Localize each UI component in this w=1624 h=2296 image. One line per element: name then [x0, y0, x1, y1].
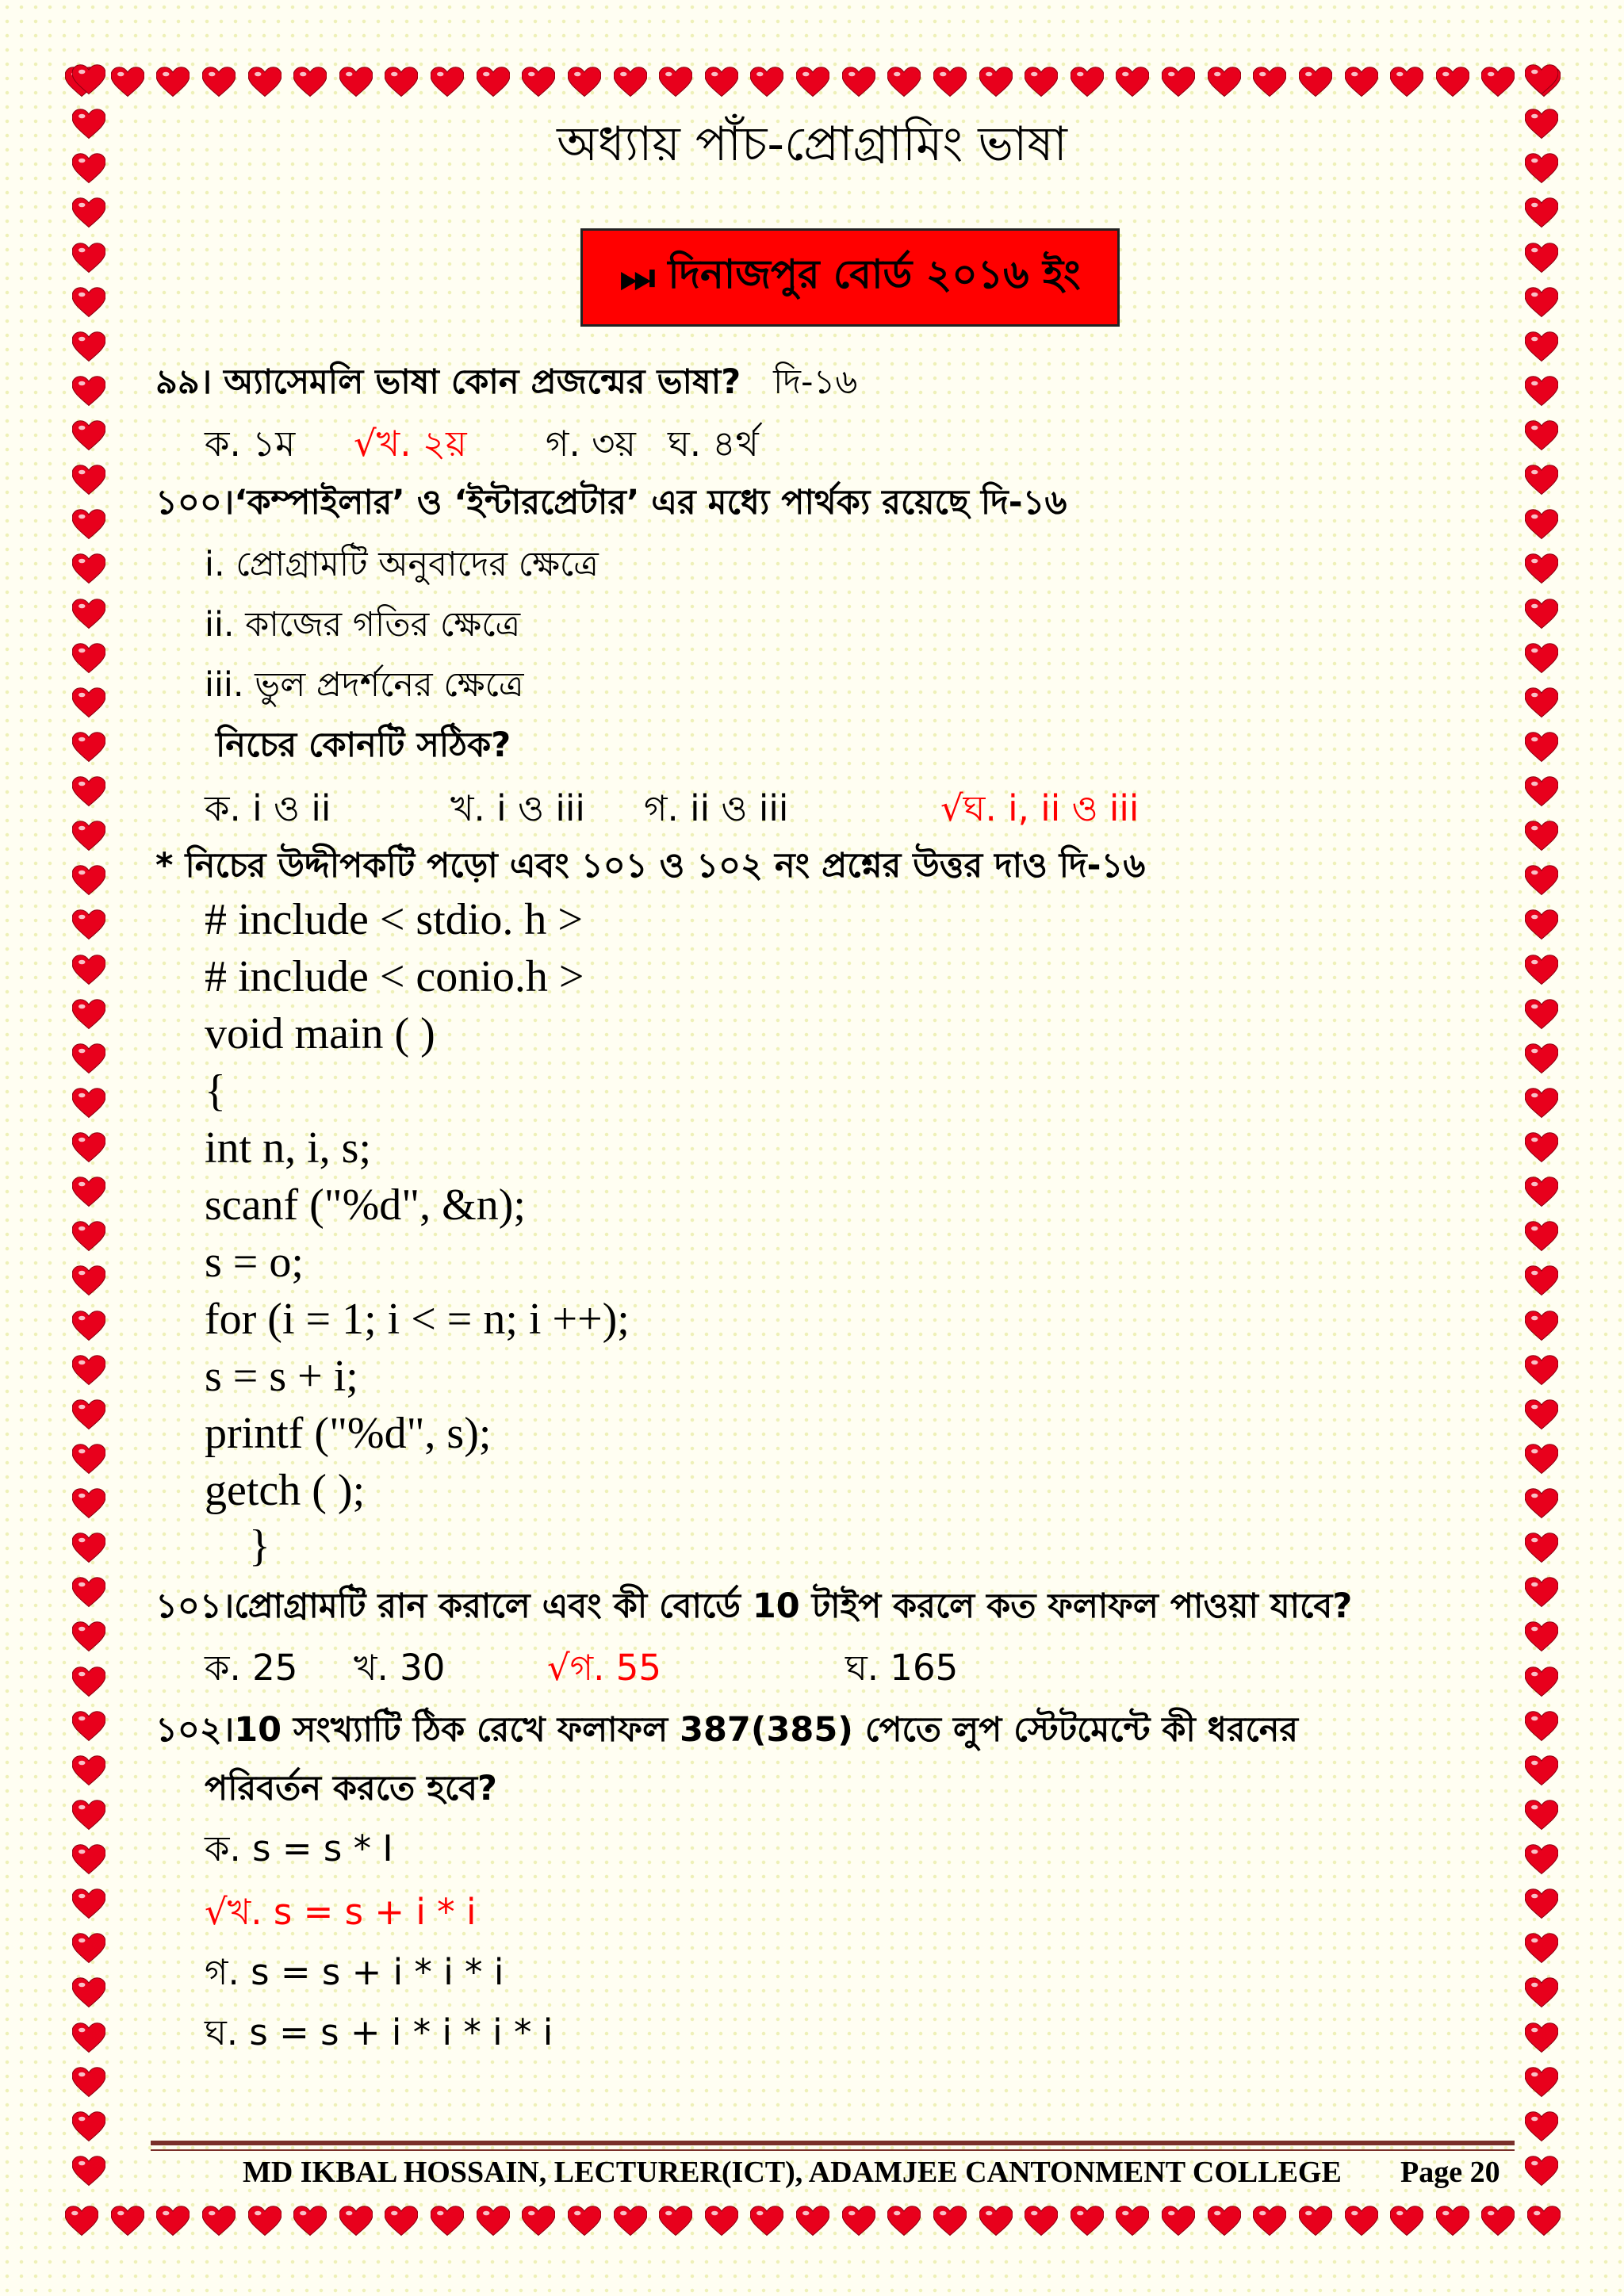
heart-icon [1162, 2205, 1195, 2238]
heart-icon [1525, 331, 1558, 364]
code-line-4: { [205, 1066, 226, 1115]
heart-icon [887, 66, 921, 99]
heart-icon [72, 1576, 105, 1609]
heart-icon [1525, 1087, 1558, 1120]
heart-icon [202, 2205, 236, 2238]
heart-border-right [1519, 63, 1564, 2188]
heart-icon [1525, 2110, 1558, 2144]
heart-icon [1390, 66, 1423, 99]
heart-icon [72, 2155, 105, 2188]
heart-icon [1525, 598, 1558, 631]
heart-icon [72, 820, 105, 853]
heart-icon [72, 909, 105, 942]
heart-icon [979, 2205, 1013, 2238]
question-99-text: ৯৯। অ্যাসেমলি ভাষা কোন প্রজন্মের ভাষা? [155, 362, 741, 402]
heart-icon [750, 2205, 783, 2238]
heart-icon [72, 998, 105, 1031]
heart-icon [705, 66, 738, 99]
heart-icon [1525, 820, 1558, 853]
heart-icon [72, 1399, 105, 1432]
code-line-8: for (i = 1; i < = n; i ++); [205, 1295, 630, 1344]
question-101-text: ১০১।প্রোগ্রামটি রান করালে এবং কী বোর্ডে 10 টাইপ করলে কত ফলাফল পাওয়া যাবে? [155, 1586, 1353, 1626]
heart-icon [72, 2022, 105, 2055]
heart-icon [72, 1888, 105, 1921]
heart-icon [842, 2205, 875, 2238]
heart-icon [1525, 63, 1558, 97]
heart-icon [111, 66, 144, 99]
q100-statement-i: i. প্রোগ্রামটি অনুবাদের ক্ষেত্রে [205, 545, 599, 584]
heart-icon [1299, 66, 1332, 99]
heart-icon [1525, 1131, 1558, 1165]
heart-icon [1525, 2066, 1558, 2099]
heart-icon [72, 1131, 105, 1165]
heart-icon [887, 2205, 921, 2238]
heart-icon [72, 1487, 105, 1521]
heart-icon [72, 1087, 105, 1120]
heart-icon [1525, 1621, 1558, 1654]
heart-icon [1525, 642, 1558, 675]
heart-icon [1525, 242, 1558, 275]
heart-icon [1345, 2205, 1378, 2238]
heart-icon [385, 2205, 418, 2238]
heart-icon [1525, 1443, 1558, 1476]
heart-icon [72, 687, 105, 720]
heart-icon [72, 1755, 105, 1788]
heart-icon [1208, 66, 1241, 99]
heart-icon [339, 2205, 373, 2238]
code-line-2: # include < conio.h > [205, 952, 584, 1001]
heart-icon [1525, 1532, 1558, 1565]
heart-icon [72, 553, 105, 586]
heart-icon [1525, 1354, 1558, 1387]
heart-icon [933, 66, 967, 99]
heart-icon [72, 1265, 105, 1298]
heart-icon [1525, 1976, 1558, 2010]
heart-icon [72, 375, 105, 408]
q99-option-kha-correct: √খ. ২য় [354, 423, 467, 465]
heart-icon [248, 66, 282, 99]
q100-prompt: নিচের কোনটি সঠিক? [216, 725, 511, 765]
heart-icon [1525, 731, 1558, 764]
q101-option-gha: ঘ. 165 [845, 1647, 959, 1689]
heart-icon [1071, 2205, 1104, 2238]
heart-border-bottom [65, 2199, 1561, 2244]
footer-rule-thick [151, 2141, 1515, 2145]
heart-icon [72, 1843, 105, 1877]
heart-icon [1525, 1843, 1558, 1877]
heart-icon [111, 2205, 144, 2238]
heart-icon [659, 2205, 692, 2238]
board-banner [580, 228, 1120, 327]
question-99-tag: দি-১৬ [773, 362, 858, 402]
question-99 [155, 357, 857, 413]
heart-icon [796, 2205, 829, 2238]
heart-icon [72, 1310, 105, 1343]
heart-icon [1525, 1176, 1558, 1209]
heart-icon [431, 66, 464, 99]
heart-icon [1481, 66, 1515, 99]
code-line-7: s = o; [205, 1238, 304, 1287]
q100-statement-ii: ii. কাজের গতির ক্ষেত্রে [205, 605, 521, 645]
heart-icon [1116, 2205, 1149, 2238]
heart-icon [72, 286, 105, 320]
stimulus-instruction: * নিচের উদ্দীপকটি পড়ো এবং ১০১ ও ১০২ নং প্রশ্নের উত্তর দাও দি-১৬ [155, 846, 1146, 886]
heart-icon [1525, 464, 1558, 497]
heart-icon [1525, 553, 1558, 586]
heart-icon [72, 464, 105, 497]
heart-icon [1525, 1755, 1558, 1788]
heart-icon [72, 197, 105, 230]
heart-icon [842, 66, 875, 99]
heart-icon [1299, 2205, 1332, 2238]
heart-icon [72, 775, 105, 809]
heart-icon [477, 2205, 510, 2238]
question-100-text: ১০০।‘কম্পাইলার’ ও ‘ইন্টারপ্রেটার’ এর মধ্যে পার্থক্য রয়েছে দি-১৬ [155, 483, 1067, 522]
heart-icon [72, 1710, 105, 1743]
heart-icon [72, 1043, 105, 1076]
q99-option-ga: গ. ৩য় [546, 423, 636, 465]
q100-option-gha-correct: √ঘ. i, ii ও iii [940, 787, 1139, 829]
heart-icon [72, 1532, 105, 1565]
heart-icon [1525, 2155, 1558, 2188]
heart-icon [1390, 2205, 1423, 2238]
heart-icon [1436, 66, 1469, 99]
heart-icon [72, 1666, 105, 1699]
heart-icon [659, 66, 692, 99]
q99-option-ka: ক. ১ম [205, 423, 296, 465]
heart-icon [1253, 66, 1286, 99]
heart-icon [72, 864, 105, 897]
heart-icon [1525, 1576, 1558, 1609]
heart-icon [156, 2205, 190, 2238]
heart-icon [1525, 2022, 1558, 2055]
heart-icon [293, 66, 327, 99]
heart-icon [933, 2205, 967, 2238]
footer-rule-thin [151, 2149, 1515, 2151]
heart-icon [1525, 1666, 1558, 1699]
heart-icon [1253, 2205, 1286, 2238]
heart-icon [72, 598, 105, 631]
heart-icon [1525, 286, 1558, 320]
heart-icon [72, 1354, 105, 1387]
code-line-5: int n, i, s; [205, 1123, 372, 1173]
heart-icon [1525, 1888, 1558, 1921]
heart-icon [72, 1976, 105, 2010]
q99-option-gha: ঘ. ৪র্থ [668, 423, 759, 465]
heart-icon [65, 2205, 98, 2238]
heart-icon [431, 2205, 464, 2238]
q101-option-kha: খ. 30 [354, 1647, 446, 1689]
heart-icon [1525, 1265, 1558, 1298]
heart-icon [614, 2205, 647, 2238]
page-number: Page 20 [1400, 2156, 1500, 2189]
heart-icon [1525, 419, 1558, 453]
heart-icon [72, 242, 105, 275]
heart-icon [1525, 687, 1558, 720]
heart-icon [72, 2066, 105, 2099]
heart-icon [202, 66, 236, 99]
heart-icon [522, 2205, 555, 2238]
heart-icon [1345, 66, 1378, 99]
code-line-10: printf ("%d", s); [205, 1409, 492, 1458]
heart-icon [614, 66, 647, 99]
heart-icon [293, 2205, 327, 2238]
question-102-text-line2: পরিবর্তন করতে হবে? [205, 1769, 497, 1808]
heart-border-left [67, 63, 111, 2188]
heart-icon [1025, 66, 1058, 99]
heart-icon [1481, 2205, 1515, 2238]
heart-icon [1525, 909, 1558, 942]
heart-icon [1525, 1310, 1558, 1343]
heart-icon [1525, 508, 1558, 541]
heart-icon [1525, 197, 1558, 230]
heart-icon [72, 419, 105, 453]
heart-border-top [65, 60, 1561, 105]
code-line-1: # include < stdio. h > [205, 895, 583, 944]
heart-icon [705, 2205, 738, 2238]
heart-icon [72, 63, 105, 97]
heart-icon [1525, 1799, 1558, 1832]
heart-icon [339, 66, 373, 99]
heart-icon [72, 642, 105, 675]
heart-icon [248, 2205, 282, 2238]
heart-icon [1071, 66, 1104, 99]
q102-option-ga: গ. s = s + i * i * i [205, 1951, 504, 1993]
code-line-3: void main ( ) [205, 1009, 435, 1058]
heart-icon [1208, 2205, 1241, 2238]
heart-icon [385, 66, 418, 99]
fast-forward-icon: ⏭ [619, 254, 656, 300]
heart-icon [1116, 66, 1149, 99]
heart-icon [72, 508, 105, 541]
heart-icon [72, 1799, 105, 1832]
q102-option-kha-correct: √খ. s = s + i * i [205, 1891, 477, 1933]
heart-icon [1525, 864, 1558, 897]
heart-icon [1525, 1043, 1558, 1076]
heart-icon [979, 66, 1013, 99]
heart-icon [1025, 2205, 1058, 2238]
heart-icon [72, 954, 105, 987]
heart-icon [1525, 1220, 1558, 1253]
q100-option-ka: ক. i ও ii [205, 787, 331, 829]
q100-option-kha: খ. i ও iii [450, 787, 585, 829]
heart-icon [72, 1176, 105, 1209]
heart-icon [72, 1220, 105, 1253]
heart-icon [1436, 2205, 1469, 2238]
heart-icon [1525, 375, 1558, 408]
heart-icon [1162, 66, 1195, 99]
heart-icon [1525, 1932, 1558, 1965]
heart-icon [156, 66, 190, 99]
board-banner-label: দিনাজপুর বোর্ড ২০১৬ ইং [668, 251, 1081, 297]
heart-icon [1525, 1710, 1558, 1743]
heart-icon [1525, 1399, 1558, 1432]
heart-icon [568, 66, 601, 99]
heart-icon [477, 66, 510, 99]
heart-icon [1525, 1487, 1558, 1521]
code-line-12: } [205, 1521, 270, 1571]
heart-icon [522, 66, 555, 99]
footer-author: MD IKBAL HOSSAIN, LECTURER(ICT), ADAMJEE CANTONMENT COLLEGE [243, 2156, 1342, 2189]
q101-option-ga-correct: √গ. 55 [547, 1647, 662, 1689]
code-line-9: s = s + i; [205, 1352, 358, 1401]
heart-icon [568, 2205, 601, 2238]
q101-option-ka: ক. 25 [205, 1647, 298, 1689]
q102-option-ka: ক. s = s * I [205, 1827, 393, 1869]
heart-icon [750, 66, 783, 99]
heart-icon [72, 331, 105, 364]
heart-icon [72, 1443, 105, 1476]
heart-icon [72, 1621, 105, 1654]
heart-icon [1527, 2205, 1561, 2238]
heart-icon [72, 1932, 105, 1965]
heart-icon [796, 66, 829, 99]
heart-icon [72, 731, 105, 764]
question-102-text-line1: ১০২।10 সংখ্যাটি ঠিক রেখে ফলাফল 387(385) পেতে লুপ স্টেটমেন্টে কী ধরনের [155, 1710, 1299, 1750]
heart-icon [72, 2110, 105, 2144]
code-line-6: scanf ("%d", &n); [205, 1181, 526, 1230]
heart-icon [1525, 775, 1558, 809]
heart-icon [1525, 954, 1558, 987]
code-line-11: getch ( ); [205, 1466, 366, 1515]
q100-statement-iii: iii. ভুল প্রদর্শনের ক্ষেত্রে [205, 665, 524, 705]
page-title: অধ্যায় পাঁচ-প্রোগ্রামিং ভাষা [557, 117, 1067, 172]
q100-option-ga: গ. ii ও iii [644, 787, 789, 829]
q102-option-gha: ঘ. s = s + i * i * i * i [205, 2011, 553, 2053]
heart-icon [1525, 998, 1558, 1031]
